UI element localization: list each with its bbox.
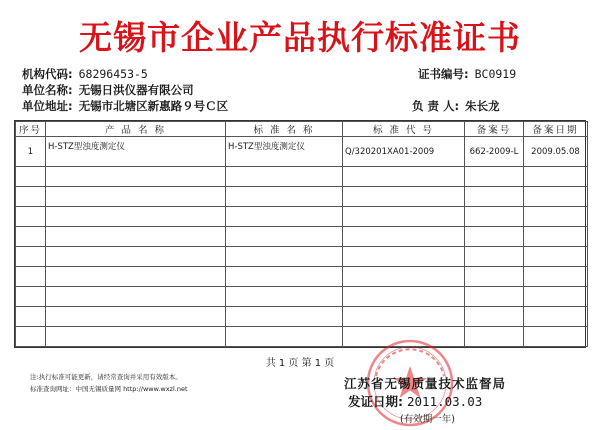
note-line: 标准查询网址：中国无锡质量网 http://www.wxzl.net [30, 385, 188, 393]
empty-row [16, 307, 588, 327]
certificate-title: 无锡市企业产品执行标准证书 [79, 18, 521, 57]
cell-seq: 1 [16, 137, 46, 167]
cell-product-name: H-STZ型浊度测定仪 [46, 137, 226, 167]
company-row [22, 82, 194, 98]
org-code-value: 68296453-5 [78, 67, 148, 81]
empty-row [16, 187, 588, 207]
issue-date-value: 2011.03.03 [407, 394, 483, 409]
owner-label: 负 责 人: [412, 99, 460, 113]
empty-row [16, 227, 588, 247]
header-seq: 序号 [16, 122, 46, 137]
company-value: 无锡日洪仪器有限公司 [78, 83, 194, 97]
empty-row [16, 267, 588, 287]
address-row [22, 98, 228, 114]
empty-row [16, 247, 588, 267]
issue-date-row [348, 392, 482, 410]
standards-table [14, 120, 586, 348]
header-standard-code: 标 准 代 号 [343, 122, 465, 137]
notes [30, 371, 188, 395]
company-label: 单位名称: [22, 83, 73, 97]
cert-no-row [418, 66, 516, 82]
header-product-name: 产 品 名 称 [46, 122, 226, 137]
owner-value: 朱长龙 [465, 99, 500, 113]
empty-row [16, 327, 588, 347]
org-code-row [22, 66, 148, 82]
address-label: 单位地址: [22, 99, 73, 113]
empty-row [16, 207, 588, 227]
empty-row [16, 287, 588, 307]
cell-standard-code: Q/320201XA01-2009 [343, 137, 465, 167]
empty-row [16, 167, 588, 187]
note-line: 注:执行标准可能更新，请经常查询并采用有效版本。 [30, 373, 182, 381]
cell-filing-no: 662-2009-L [465, 137, 524, 167]
table-row [16, 137, 588, 167]
cert-no-value: BC0919 [474, 67, 517, 81]
header-standard-name: 标 准 名 称 [226, 122, 343, 137]
issuing-bureau: 江苏省无锡质量技术监督局 [344, 376, 507, 391]
address-value: 无锡市北塘区新惠路９号Ｃ区 [78, 99, 229, 113]
table-header-row [16, 122, 588, 137]
header-filing-date: 备案日期 [524, 122, 588, 137]
issue-date-label: 发证日期: [348, 394, 403, 409]
cell-standard-name: H-STZ型浊度测定仪 [226, 137, 343, 167]
org-code-label: 机构代码: [22, 67, 73, 81]
header-filing-no: 备案号 [465, 122, 524, 137]
cell-filing-date: 2009.05.08 [524, 137, 588, 167]
validity-note: (有效期一年) [400, 414, 455, 425]
owner-row [412, 98, 500, 114]
cert-no-label: 证书编号: [418, 67, 469, 81]
page-indicator: 共 1 页 第 1 页 [265, 358, 335, 369]
